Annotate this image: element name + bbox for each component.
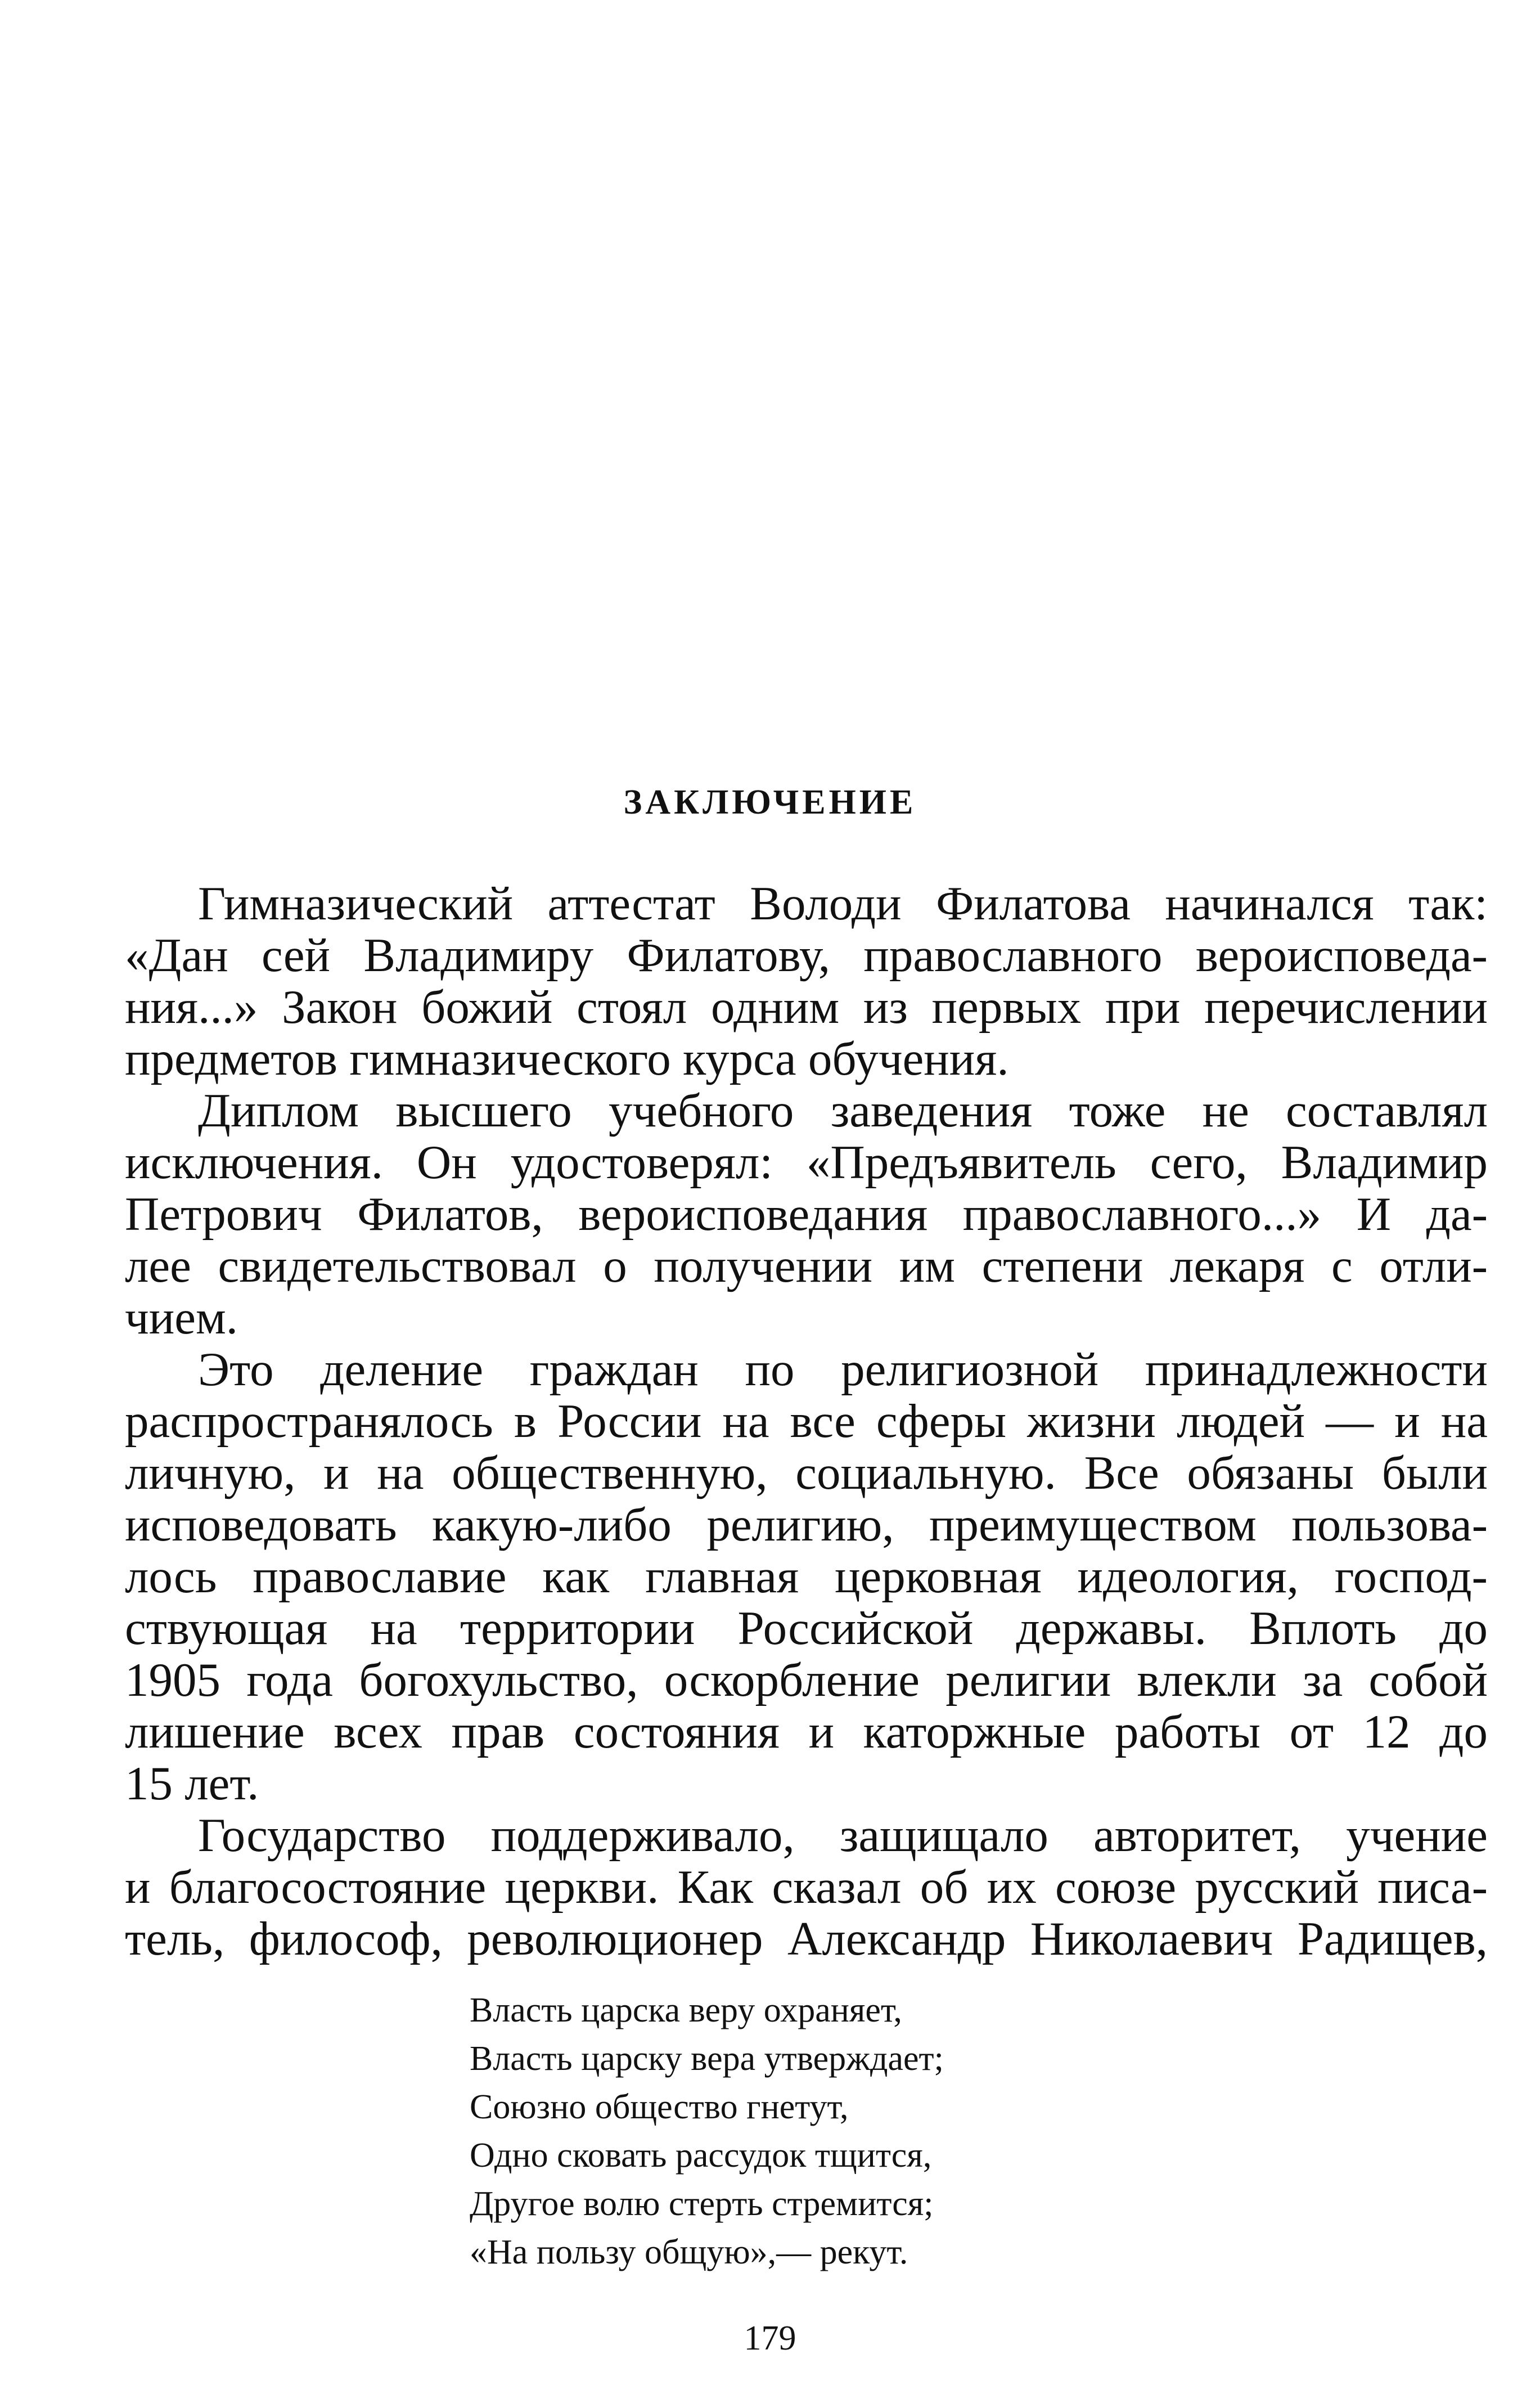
text-line: 15 лет. xyxy=(125,1757,259,1810)
body-text xyxy=(52,878,1488,1965)
text-line: исповедовать какую-либо религию, преимуществом пользова- xyxy=(125,1498,1488,1551)
paragraph-3 xyxy=(52,1344,1488,1809)
text-line: лишение всех прав состояния и каторжные работы от 12 до xyxy=(125,1705,1488,1758)
text-line: исключения. Он удостоверял: «Предъявитель сего, Владимир xyxy=(125,1136,1488,1189)
poem-line: Одно сковать рассудок тщится, xyxy=(470,2136,932,2175)
text-line: Диплом высшего учебного заведения тоже не составлял xyxy=(198,1084,1488,1137)
paragraph-2 xyxy=(52,1085,1488,1344)
poem-line: Союзно общество гнетут, xyxy=(470,2088,849,2126)
text-line: 1905 года богохульство, оскорбление религии влекли за собой xyxy=(125,1654,1488,1706)
text-line: предметов гимназического курса обучения. xyxy=(125,1032,1009,1085)
text-line: Петрович Филатов, вероисповедания православного...» И да- xyxy=(125,1188,1488,1241)
page-number: 179 xyxy=(744,2319,796,2357)
text-line: «Дан сей Владимиру Филатову, православного вероисповеда- xyxy=(125,929,1488,982)
text-line: чием. xyxy=(125,1291,238,1344)
text-line: Государство поддерживало, защищало авторитет, учение xyxy=(198,1809,1488,1862)
poem-quote xyxy=(470,1986,1201,2276)
text-line: Гимназический аттестат Володи Филатова начинался так: xyxy=(198,877,1488,930)
text-line: Это деление граждан по религиозной принадлежности xyxy=(198,1343,1488,1396)
paragraph-1 xyxy=(52,878,1488,1085)
text-line: ствующая на территории Российской державы. Вплоть до xyxy=(125,1602,1488,1655)
poem-line: Власть царска веру охраняет, xyxy=(470,1991,902,2029)
text-line: тель, философ, революционер Александр Николаевич Радищев, xyxy=(125,1912,1488,1965)
poem-line: «На пользу общую»,— рекут. xyxy=(470,2233,908,2271)
poem-line: Власть царску вера утверждает; xyxy=(470,2040,944,2078)
text-line: лее свидетельствовал о получении им степени лекаря с отли- xyxy=(125,1239,1488,1292)
text-line: личную, и на общественную, социальную. Все обязаны были xyxy=(125,1447,1488,1499)
text-line: ния...» Закон божий стоял одним из первых при перечислении xyxy=(125,981,1488,1034)
chapter-heading: ЗАКЛЮЧЕНИЕ xyxy=(623,783,917,821)
paragraph-4 xyxy=(52,1809,1488,1965)
poem-line: Другое волю стерть стремится; xyxy=(470,2185,934,2223)
text-line: лось православие как главная церковная идеология, господ- xyxy=(125,1550,1488,1603)
text-line: и благосостояние церкви. Как сказал об их союзе русский писа- xyxy=(125,1861,1488,1914)
text-line: распространялось в России на все сферы жизни людей — и на xyxy=(125,1395,1488,1448)
